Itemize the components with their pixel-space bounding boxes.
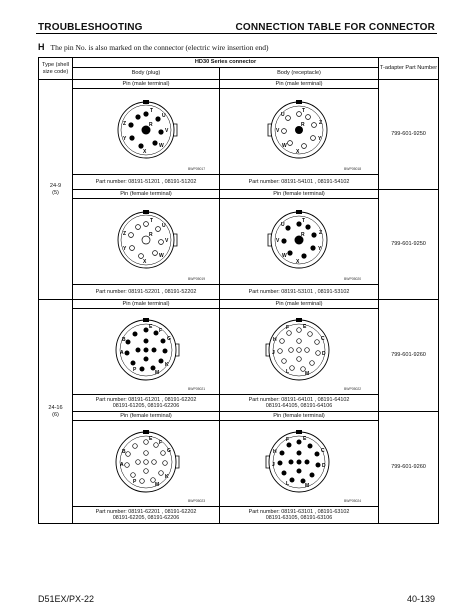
svg-text:T: T: [302, 217, 306, 224]
svg-text:W: W: [282, 142, 287, 149]
svg-text:F: F: [159, 327, 163, 334]
svg-text:W: W: [159, 252, 164, 259]
connector-9pin-male-receptacle: [224, 90, 374, 174]
svg-text:BWP05020: BWP05020: [344, 276, 362, 281]
svg-text:W: W: [282, 252, 287, 259]
header-rule: [36, 33, 437, 34]
receptacle-connector-figure: [220, 89, 379, 175]
plug-connector-figure: [73, 421, 220, 507]
plug-pin-title: Pin (male terminal): [73, 300, 220, 309]
type-cell-24-16: [39, 300, 73, 524]
receptacle-part-number: Part number: 08191-53101 , 08191-53102: [220, 285, 379, 300]
svg-text:V: V: [276, 127, 280, 134]
plug-part-number: Part number: 08191-51201 , 08191-51202: [73, 175, 220, 190]
receptacle-connector-figure: [220, 309, 379, 395]
svg-text:Y: Y: [318, 135, 322, 142]
svg-text:BWP05018: BWP05018: [344, 166, 362, 171]
svg-text:Z: Z: [319, 119, 323, 126]
col-type-header: Type (shell size code): [39, 58, 73, 80]
tadapter-part: 799-601-9260: [379, 300, 439, 412]
svg-text:H: H: [273, 448, 277, 455]
header-row-1: [39, 58, 439, 68]
svg-text:K: K: [165, 473, 169, 480]
pin-note: [38, 42, 269, 52]
connector-16pin-female-plug: [76, 422, 216, 506]
type-cell-24-9: [39, 80, 73, 300]
receptacle-connector-figure: [220, 199, 379, 285]
type-code: (6): [52, 411, 59, 418]
svg-text:Z: Z: [123, 230, 127, 237]
svg-text:R: R: [149, 231, 153, 238]
svg-text:G: G: [167, 335, 171, 342]
svg-text:BWP05024: BWP05024: [344, 498, 362, 503]
svg-text:BWP05021: BWP05021: [188, 386, 206, 391]
type-label: 24-9: [49, 183, 62, 190]
svg-text:G: G: [167, 447, 171, 454]
svg-text:X: X: [296, 148, 300, 155]
tadapter-part: 799-601-9250: [379, 80, 439, 190]
svg-text:Y: Y: [123, 135, 127, 142]
svg-text:F: F: [286, 436, 290, 443]
tadapter-part: 799-601-9260: [379, 412, 439, 524]
svg-text:M: M: [155, 481, 160, 488]
svg-text:C: C: [321, 447, 325, 454]
connector-16pin-male-plug: [76, 310, 216, 394]
svg-text:X: X: [143, 258, 147, 265]
receptacle-pin-title: Pin (female terminal): [220, 412, 379, 421]
plug-connector-figure: [73, 89, 220, 175]
connector-table: [38, 57, 439, 524]
svg-text:B: B: [122, 448, 126, 455]
svg-text:J: J: [272, 349, 275, 356]
plug-part-number: Part number: 08191-52201 , 08191-52202: [73, 285, 220, 300]
receptacle-part-number: Part number: 08191-54101 , 08191-54102: [220, 175, 379, 190]
plug-connector-figure: [73, 309, 220, 395]
svg-text:Y: Y: [123, 245, 127, 252]
model-label: D51EX/PX-22: [38, 594, 95, 604]
svg-text:M: M: [305, 482, 310, 489]
svg-text:U: U: [281, 111, 285, 118]
receptacle-part-number: Part number: 08191-64101 , 08191-64102 08191-64105, 08191-64106: [220, 395, 379, 412]
plug-part-number: Part number: 08191-62201 , 08191-62202 08191-62205, 08191-62206: [73, 507, 220, 524]
svg-text:U: U: [162, 222, 166, 229]
receptacle-pin-title: Pin (female terminal): [220, 190, 379, 199]
svg-text:J: J: [272, 461, 275, 468]
svg-text:R: R: [301, 121, 305, 128]
section-title: TROUBLESHOOTING: [38, 22, 143, 33]
page-heading: CONNECTION TABLE FOR CONNECTOR: [235, 22, 435, 33]
svg-text:B: B: [122, 336, 126, 343]
svg-text:E: E: [149, 435, 153, 442]
svg-text:R: R: [149, 121, 153, 128]
col-body-receptacle-header: Body (receptacle): [220, 68, 379, 80]
svg-text:A: A: [120, 349, 124, 356]
svg-text:P: P: [133, 366, 137, 373]
svg-text:A: A: [120, 461, 124, 468]
svg-text:BWP05022: BWP05022: [344, 386, 362, 391]
connector-9pin-female-receptacle: [224, 200, 374, 284]
svg-text:H: H: [273, 336, 277, 343]
svg-text:T: T: [302, 107, 306, 114]
plug-pin-title: Pin (male terminal): [73, 80, 220, 89]
type-label: 24-16: [48, 405, 63, 412]
svg-text:T: T: [150, 107, 154, 114]
svg-text:C: C: [321, 335, 325, 342]
connector-9pin-female-plug: [76, 200, 216, 284]
svg-text:V: V: [165, 237, 169, 244]
svg-text:Z: Z: [319, 229, 323, 236]
plug-pin-title: Pin (female terminal): [73, 412, 220, 421]
col-series-header: HD30 Series connector: [73, 58, 379, 68]
svg-text:BWP05023: BWP05023: [188, 498, 206, 503]
note-text: The pin No. is also marked on the connector (electric wire insertion end): [50, 43, 269, 52]
svg-text:R: R: [301, 231, 305, 238]
svg-text:K: K: [165, 361, 169, 368]
col-body-plug-header: Body (plug): [73, 68, 220, 80]
svg-text:E: E: [149, 323, 153, 330]
svg-text:L: L: [286, 480, 290, 487]
plug-part-number: Part number: 08191-61201 , 08191-62202 08191-61205, 08191-62206: [73, 395, 220, 412]
svg-text:V: V: [276, 237, 280, 244]
note-mark: H: [38, 42, 45, 52]
svg-text:F: F: [159, 439, 163, 446]
svg-text:X: X: [296, 258, 300, 265]
svg-text:T: T: [150, 217, 154, 224]
svg-text:E: E: [303, 435, 307, 442]
svg-text:L: L: [286, 368, 290, 375]
type-code: (5): [52, 189, 59, 196]
svg-text:Z: Z: [123, 120, 127, 127]
page-number: 40-139: [406, 594, 435, 604]
svg-text:X: X: [143, 148, 147, 155]
svg-text:U: U: [162, 112, 166, 119]
svg-text:M: M: [155, 369, 160, 376]
receptacle-pin-title: Pin (male terminal): [220, 300, 379, 309]
tadapter-part: 799-601-9250: [379, 190, 439, 300]
connector-9pin-male-plug: [76, 90, 216, 174]
svg-text:U: U: [281, 221, 285, 228]
svg-text:P: P: [133, 478, 137, 485]
plug-pin-title: Pin (female terminal): [73, 190, 220, 199]
svg-text:W: W: [159, 142, 164, 149]
svg-text:M: M: [305, 370, 310, 377]
plug-connector-figure: [73, 199, 220, 285]
receptacle-connector-figure: [220, 421, 379, 507]
svg-text:V: V: [165, 127, 169, 134]
svg-text:F: F: [286, 324, 290, 331]
connector-16pin-male-receptacle: [224, 310, 374, 394]
connector-16pin-female-receptacle: [224, 422, 374, 506]
svg-text:BWP05019: BWP05019: [188, 276, 206, 281]
receptacle-part-number: Part number: 08191-63101 , 08191-63102 08191-63105, 08191-63106: [220, 507, 379, 524]
receptacle-pin-title: Pin (male terminal): [220, 80, 379, 89]
svg-text:Y: Y: [318, 245, 322, 252]
col-tadapter-header: T-adapter Part Number: [379, 58, 439, 80]
svg-text:BWP05017: BWP05017: [188, 166, 206, 171]
svg-text:D: D: [322, 462, 326, 469]
svg-text:E: E: [303, 323, 307, 330]
g1r1-title-row: [39, 80, 439, 89]
svg-text:D: D: [322, 350, 326, 357]
